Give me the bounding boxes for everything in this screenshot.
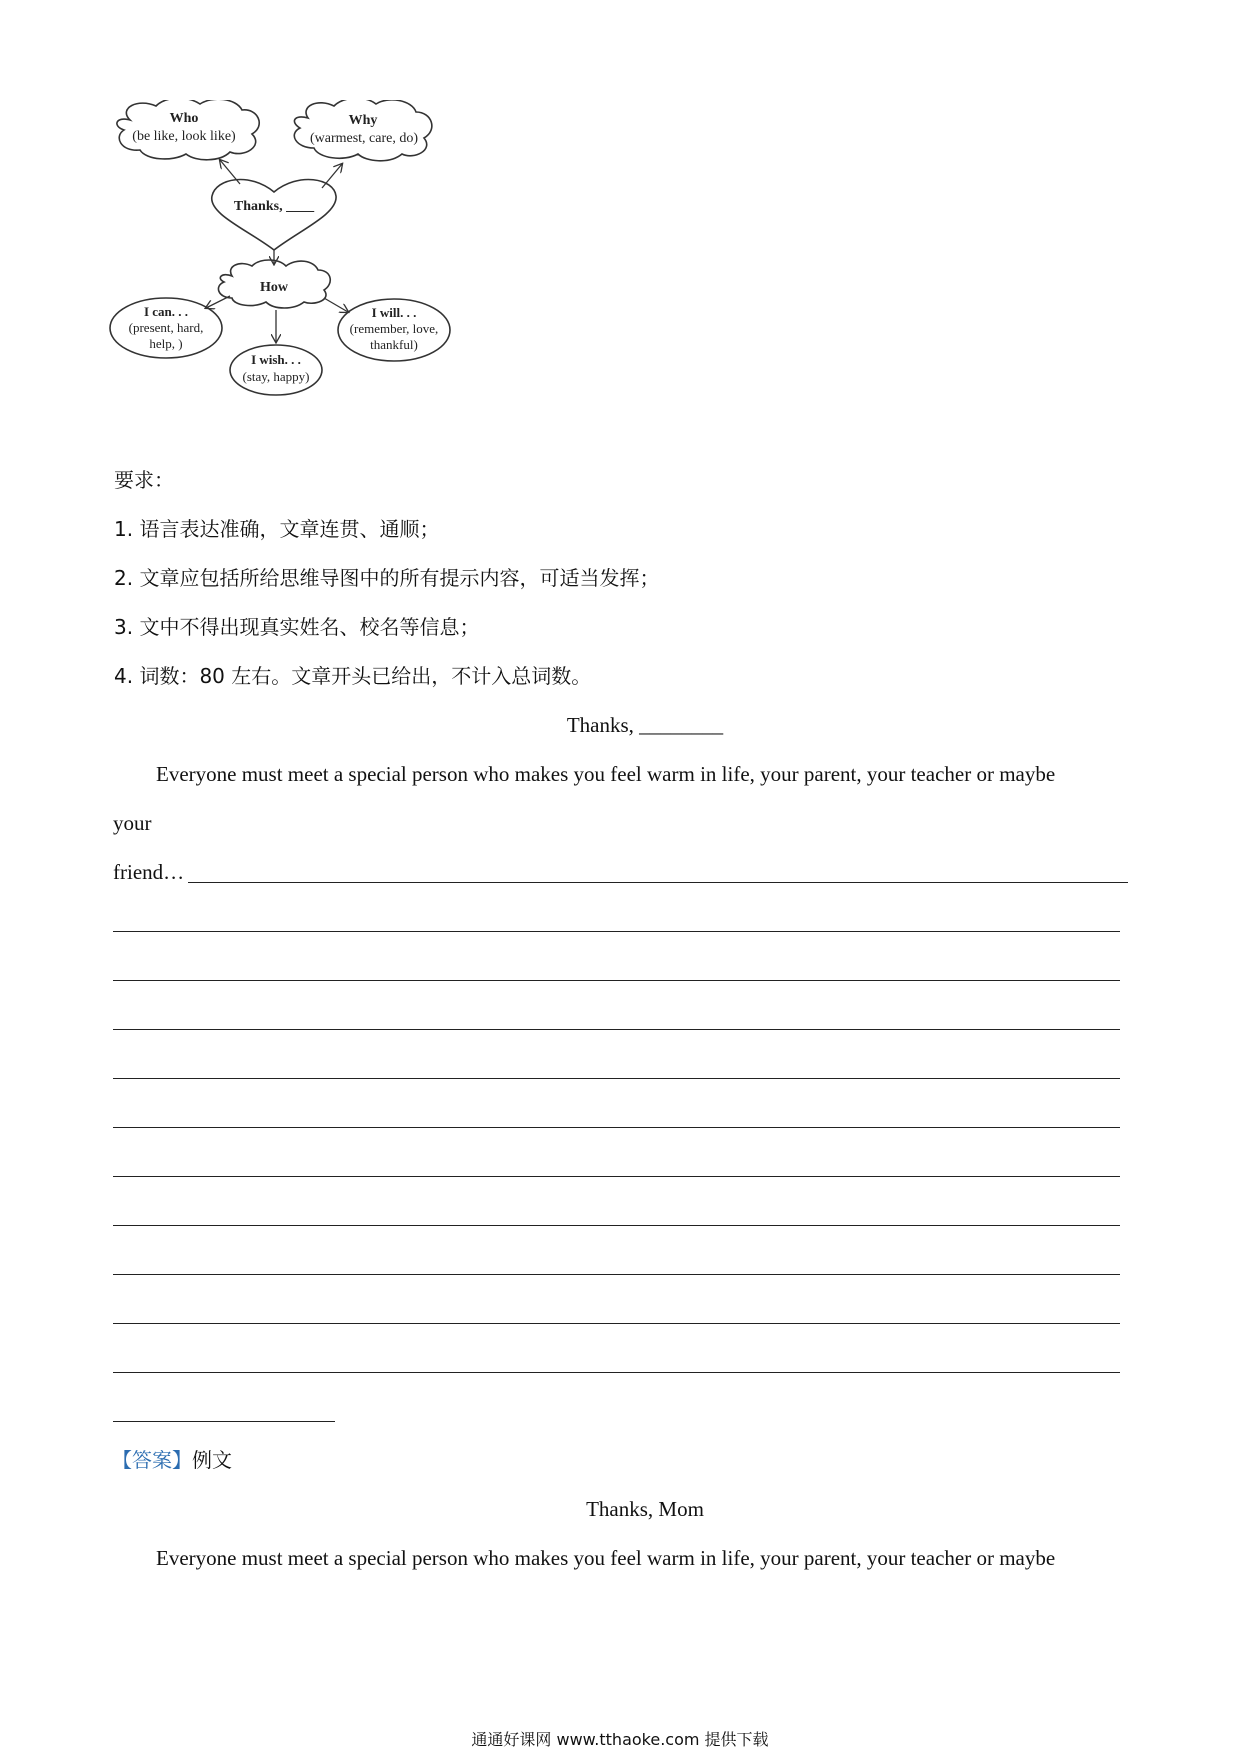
i-will-line2: (remember, love, [349,321,439,336]
answer-label: 例文 [192,1448,232,1472]
writing-line-11[interactable] [113,1372,1120,1373]
writing-line-5[interactable] [113,1078,1120,1079]
requirement-item-1: 1. 语言表达准确，文章连贯、通顺； [114,517,440,541]
writing-line-2[interactable] [113,931,1120,932]
thanks-label: Thanks, ____ [233,199,315,214]
answer-tag: 【答案】 [112,1448,192,1472]
why-cloud [294,100,432,161]
requirement-item-3: 3. 文中不得出现真实姓名、校名等信息； [114,615,480,639]
writing-line-9[interactable] [113,1274,1120,1275]
requirement-item-4: 4. 词数：80 左右。文章开头已给出，不计入总词数。 [114,664,592,688]
essay-opening-line1: Everyone must meet a special person who makes you feel warm in life, your parent, your teacher or maybe [156,762,1056,786]
writing-line-10[interactable] [113,1323,1120,1324]
requirements-heading: 要求： [114,468,174,492]
writing-line-4[interactable] [113,1029,1120,1030]
i-wish-bubble [230,345,322,395]
answer-title: Thanks, Mom [586,1497,704,1521]
arrow-to-i-will [324,298,348,312]
writing-line-12[interactable] [113,1421,335,1422]
who-title: Who [169,111,199,126]
i-will-bubble [338,299,450,361]
answer-heading [112,1446,232,1474]
i-can-line2: (present, hard, [128,320,204,335]
i-can-line3: help, ) [149,336,183,351]
thanks-heart [212,180,336,250]
page-footer: 通通好课网 www.tthaoke.com 提供下载 [471,1730,769,1749]
i-will-line1: I will. . . [371,305,417,320]
i-can-bubble [110,298,222,358]
essay-opening-line3: friend… [113,860,185,884]
how-cloud [218,260,330,308]
arrow-to-i-can [206,296,230,308]
how-title: How [260,280,288,295]
i-wish-line1: I wish. . . [251,352,301,367]
who-cloud [117,100,259,160]
mind-map-diagram [108,100,518,450]
who-hint: (be like, look like) [132,129,236,144]
why-hint: (warmest, care, do) [309,131,419,146]
writing-line-7[interactable] [113,1176,1120,1177]
writing-line-3[interactable] [113,980,1120,981]
i-will-line3: thankful) [370,337,418,352]
requirement-item-2: 2. 文章应包括所给思维导图中的所有提示内容，可适当发挥； [114,566,660,590]
writing-line-8[interactable] [113,1225,1120,1226]
arrow-to-why [322,164,342,188]
essay-opening-line2: your [113,811,152,835]
writing-line-1[interactable] [188,882,1128,883]
why-title: Why [348,113,378,128]
i-wish-line2: (stay, happy) [242,369,310,384]
i-can-line1: I can. . . [143,304,189,319]
essay-title: Thanks, ________ [566,713,724,737]
answer-line1: Everyone must meet a special person who makes you feel warm in life, your parent, your teacher or maybe [156,1546,1056,1570]
writing-line-6[interactable] [113,1127,1120,1128]
